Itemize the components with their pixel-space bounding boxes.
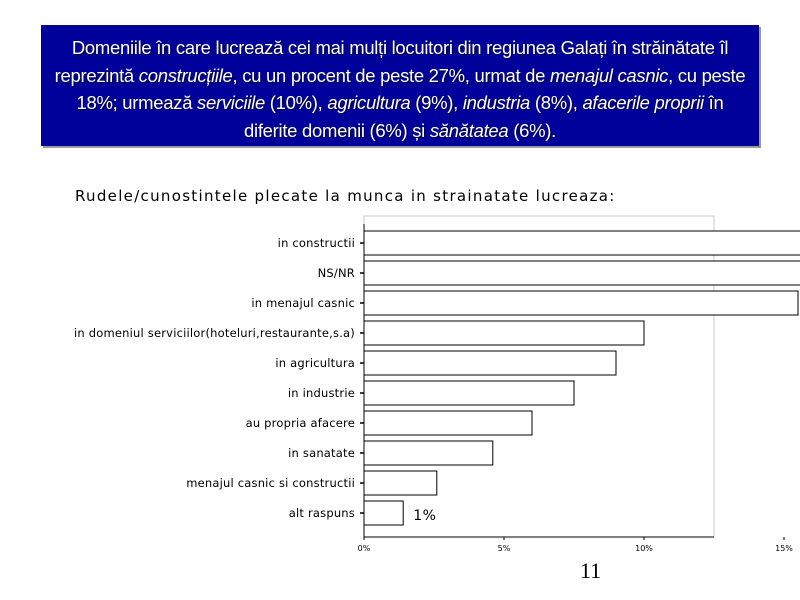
bar: [364, 261, 800, 285]
banner-emphasis: menajul casnic: [549, 64, 669, 86]
category-label: alt raspuns: [288, 506, 355, 520]
category-label: in domeniul serviciilor(hoteluri,restaurante,s.a): [74, 326, 355, 340]
banner-segment: , cu peste 18%; urmează: [76, 64, 746, 113]
banner-segment: (8%),: [530, 92, 583, 113]
banner-emphasis: agricultura: [327, 92, 411, 113]
value-tick-label: 15%: [775, 544, 793, 553]
data-annotation: 1%: [413, 508, 437, 524]
chart-title: Rudele/cunostintele plecate la munca in strainatate lucreaza:: [75, 187, 616, 205]
category-label: menajul casnic si constructii: [186, 476, 355, 490]
banner-emphasis: construcțiile: [138, 64, 233, 86]
page-number: 11: [580, 558, 602, 583]
summary-text: [51, 34, 749, 144]
banner-emphasis: sănătatea: [429, 119, 509, 141]
bar: [364, 501, 403, 525]
value-tick-label: 5%: [497, 544, 511, 553]
category-label: in agricultura: [275, 356, 355, 370]
bar: [364, 381, 574, 405]
bar: [364, 441, 493, 465]
bar-chart: [0, 180, 800, 560]
banner-segment: (9%),: [410, 92, 463, 113]
bar: [364, 291, 798, 315]
category-label: in sanatate: [288, 446, 355, 460]
banner-segment: , cu un procent de peste 27%, urmat de: [232, 64, 550, 86]
value-tick-label: 10%: [635, 544, 653, 553]
banner-emphasis: industria: [462, 92, 531, 113]
bar: [364, 471, 437, 495]
summary-banner: [41, 25, 759, 146]
banner-segment: (6%).: [508, 119, 556, 141]
banner-emphasis: serviciile: [197, 92, 265, 113]
banner-emphasis: afacerile proprii: [582, 92, 704, 113]
banner-segment: (10%),: [264, 92, 328, 113]
banner-segment: Domeniile în care lucrează cei mai mulți locuitori din regiunea Galați în străinătate îl reprezintă: [54, 37, 729, 86]
bar: [364, 321, 644, 345]
category-label: in constructii: [277, 236, 355, 250]
value-tick-label: 0%: [357, 544, 371, 553]
category-label: in menajul casnic: [251, 296, 355, 310]
category-label: au propria afacere: [245, 416, 355, 430]
banner-segment: în diferite domenii (6%) și: [244, 92, 724, 141]
bar: [364, 231, 800, 255]
bar: [364, 411, 532, 435]
category-label: in industrie: [287, 386, 355, 400]
bar: [364, 351, 616, 375]
category-label: NS/NR: [317, 266, 355, 280]
